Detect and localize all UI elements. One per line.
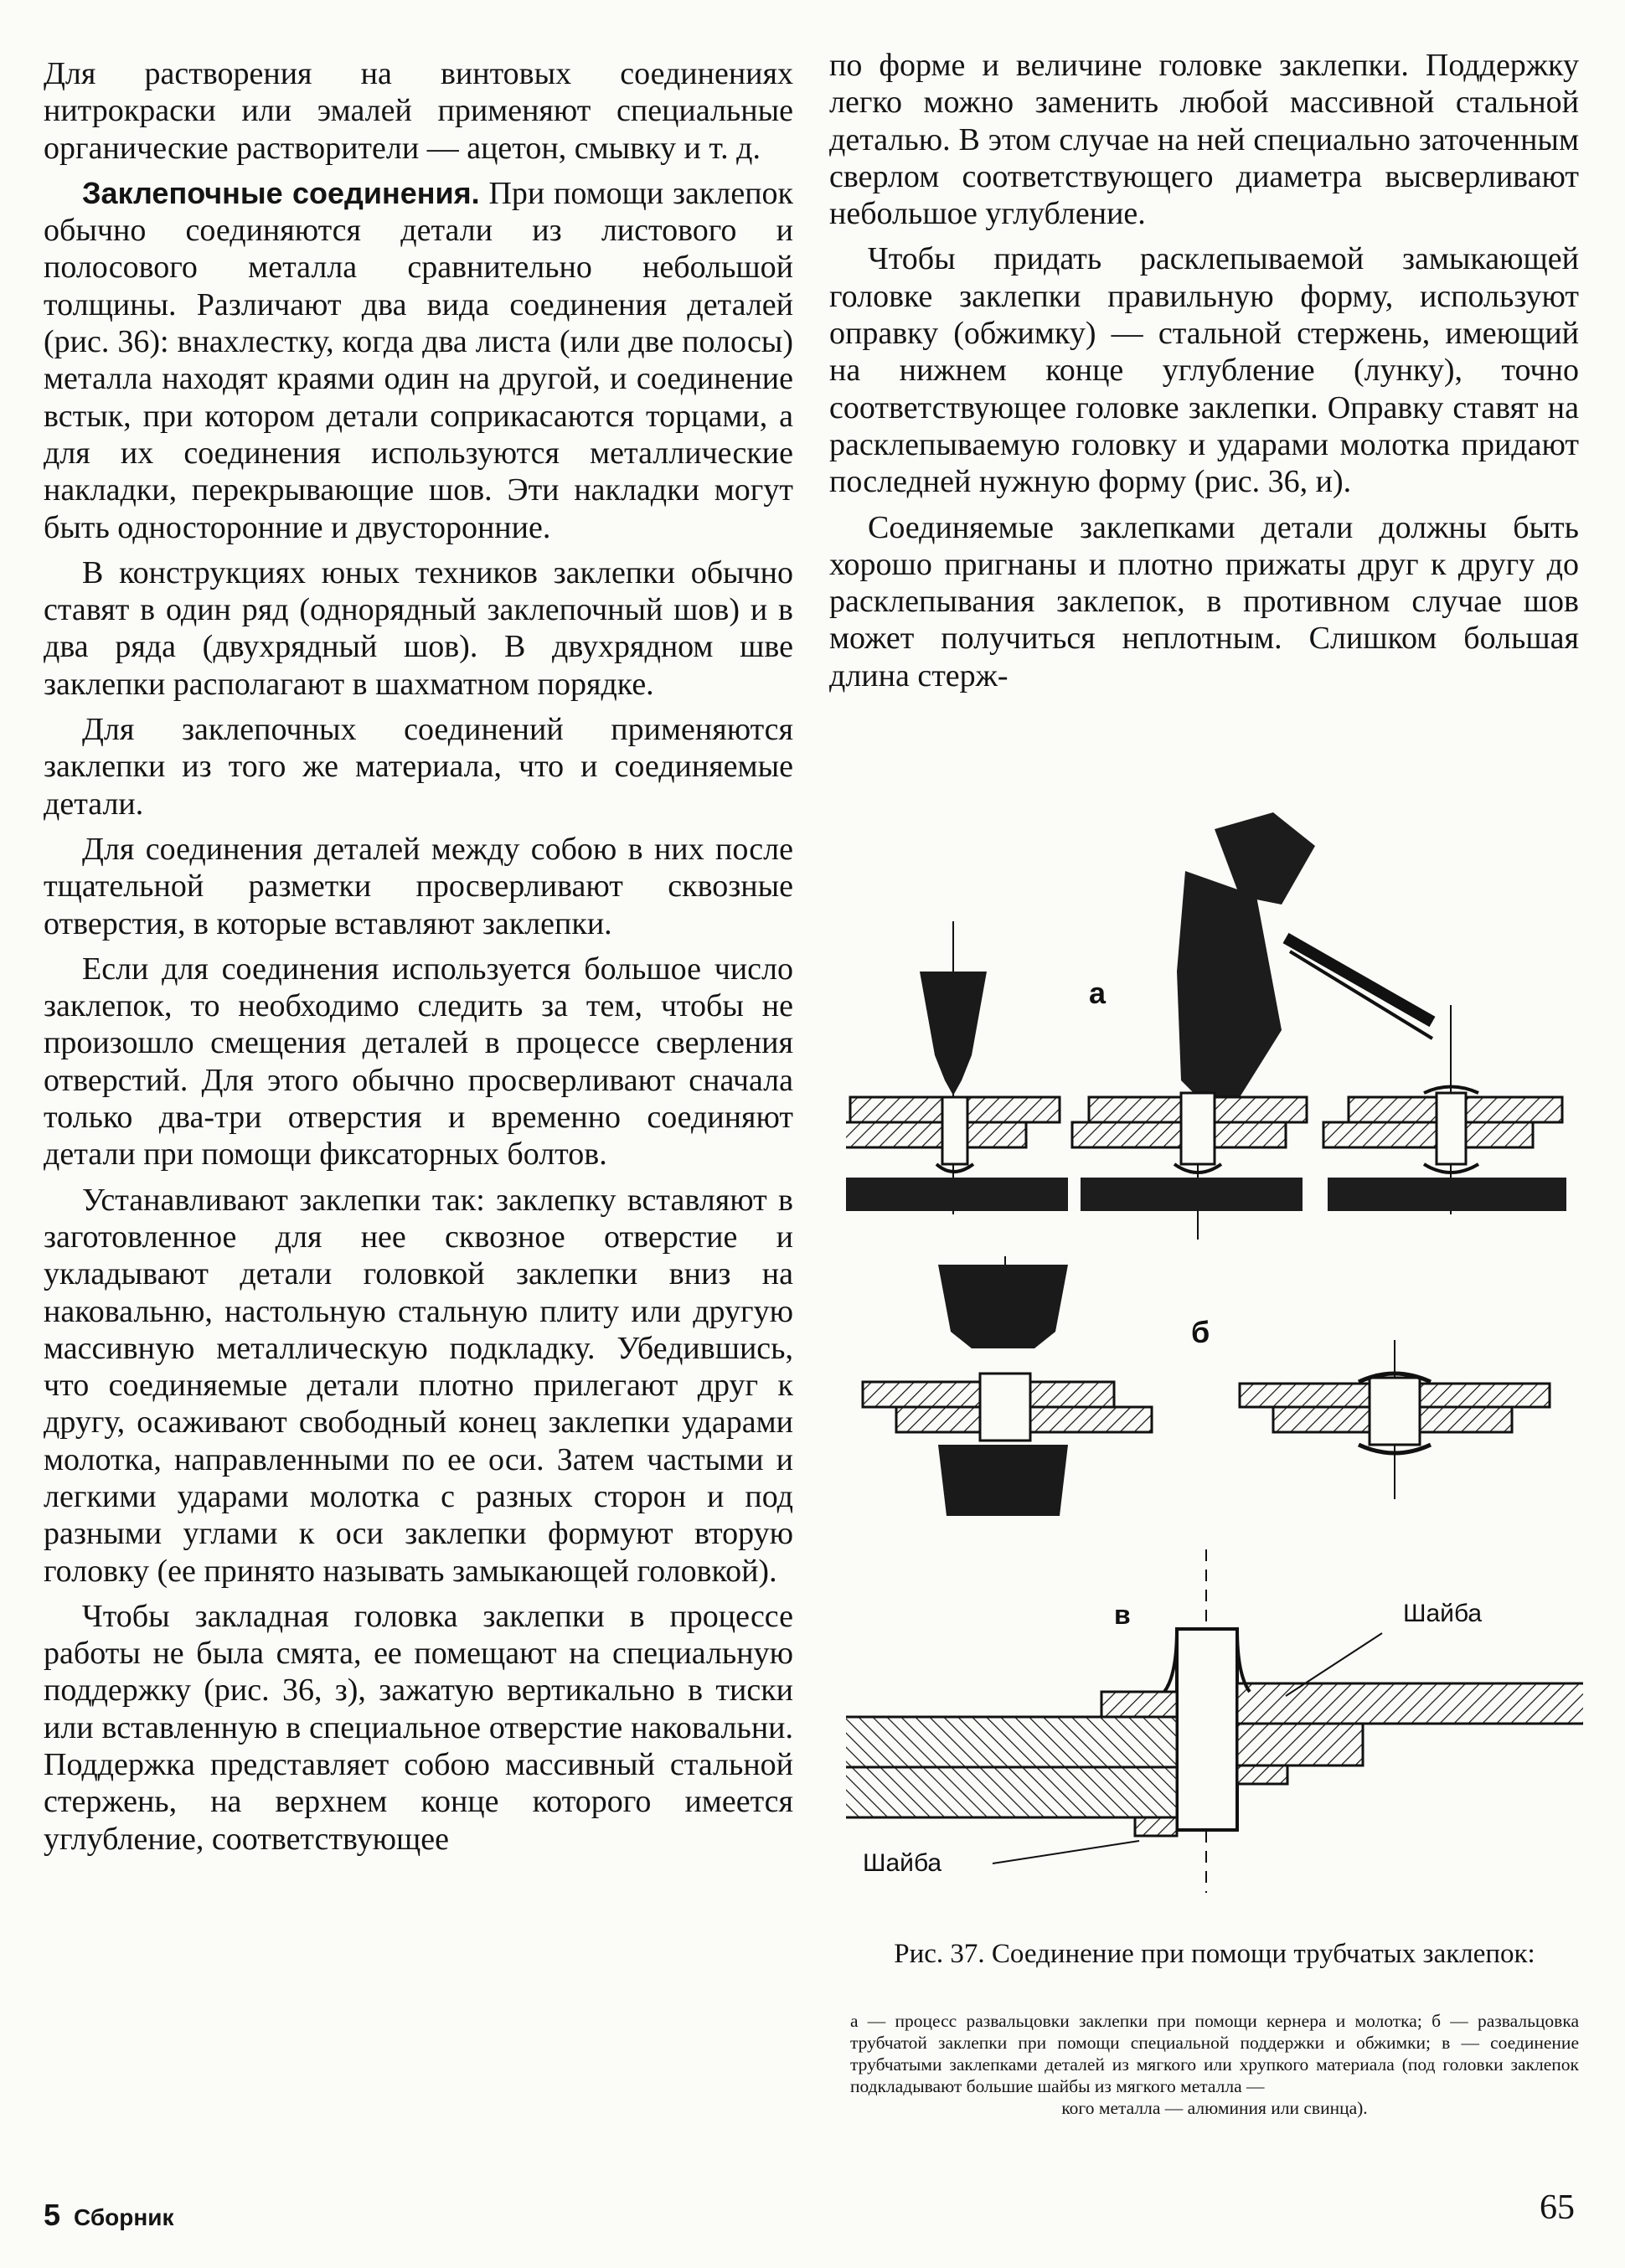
figure-label-a: а [1089, 976, 1107, 1010]
figure-caption: Рис. 37. Соединение при помощи трубчатых заклепок: [894, 1939, 1535, 1969]
legend-text: а — процесс развальцовки заклепки при помощи кернера и молотка; б — развальцовка трубчатой заклепки при помощи специальной поддержки и обжимки; в — соединение трубчатыми заклепками деталей из мягкого или хрупкого материала (под головки заклепок подкладывают большие шайбы из мягкого металла — [850, 2011, 1579, 2096]
paragraph: Соединяемые заклепками детали должны быть хорошо пригнаны и плотно прижаты друг к другу до расклепывания заклепок, в противном случае шов может получиться неплотным. Слишком большая длина стерж- [829, 509, 1579, 693]
right-column [829, 47, 1579, 703]
stage-b2-result [1240, 1340, 1550, 1499]
stage-a3-finished [1323, 1005, 1566, 1214]
paragraph: Для заклепочных соединений применяются заклепки из того же материала, что и соединяемые детали. [44, 712, 793, 822]
paragraph: по форме и величине головке заклепки. Поддержку легко можно заменить любой массивной стальной деталью. В этом случае на ней специально заточенным сверлом соответствующего диаметра высверливают небольшое углубление. [829, 48, 1579, 232]
left-column [44, 55, 793, 1866]
signature-mark [44, 2198, 174, 2233]
paragraph: Для соединения деталей между собою в них после тщательной разметки просверливают сквозные отверстия, в которые вставляют заклепки. [44, 831, 793, 941]
legend-text-end: кого металла — алюминия или свинца). [1061, 2098, 1368, 2118]
figure-label-b: б [1191, 1315, 1210, 1349]
paragraph: В конструкциях юных техников заклепки обычно ставят в один ряд (однорядный заклепочный шов) и в два ряда (двухрядный шов). В двухрядном шве заклепки располагают в шахматном порядке. [44, 554, 793, 702]
paragraph: Устанавливают заклепки так: заклепку вставляют в заготовленное для нее сквозное отверстие и укладывают детали головкой заклепки вниз на наковальню, настольную стальную плиту или другую массивную металлическую подкладку. Убедившись, что соединяемые детали плотно прилегают друг к другу, осаживают свободный конец заклепки ударами молотка, направленными по ее оси. Затем частыми и легкими ударами молотка с разных сторон и под разными углами к оси заклепки формуют вторую головку (ее принято называть замыкающей головкой). [44, 1182, 793, 1589]
stage-b1-press [863, 1256, 1152, 1516]
figure-legend [850, 2010, 1579, 2119]
rivet-figure [846, 796, 1583, 1893]
washer-label-bottom: Шайба [863, 1849, 942, 1877]
stage-a1-punch [846, 921, 1068, 1214]
paragraph: Чтобы закладная головка заклепки в процессе работы не была смята, ее помещают на специальную поддержку (рис. 36, з), зажатую вертикально в тиски или вставленную в специальное отверстие наковальни. Поддержка представляет собою массивный стальной стержень, на верхнем конце которого имеется углубление, соответствующее [44, 1598, 793, 1857]
page-number: 65 [1540, 2188, 1575, 2227]
signature-number: 5 [44, 2198, 61, 2232]
paragraph: Если для соединения используется большое число заклепок, то необходимо следить за тем, чтобы не произошло смещения деталей в процессе сверления отверстий. Для этого обычно просверливают сначала только два-три отверстия и временно соединяют детали при помощи фиксаторных болтов. [44, 951, 793, 1173]
stage-a2-hammer [1072, 812, 1432, 1240]
rivet-illustration [846, 796, 1583, 1893]
washer-label-top: Шайба [1403, 1600, 1483, 1627]
paragraph [44, 175, 793, 546]
paragraph: Чтобы придать расклепываемой замыкающей головке заклепки правильную форму, используют оправку (обжимку) — стальной стержень, имеющий на нижнем конце углубление (лунку), точно соответствующее головке заклепки. Оправку ставят на расклепываемую головку и ударами молотка придают последней нужную форму (рис. 36, и). [829, 241, 1579, 500]
paragraph: Для растворения на винтовых соединениях нитрокраски или эмалей применяют специальные органические растворители — ацетон, смывку и т. д. [44, 56, 793, 166]
signature-label: Сборник [74, 2204, 174, 2230]
paragraph-text: При помощи заклепок обычно соединяются детали из листового и полосового металла сравнительно небольшой толщины. Различают два вида соединения деталей (рис. 36): внахлестку, когда два листа (или две полосы) металла находят краями один на другой, и соединение встык, при котором детали соприкасаются торцами, а для их соединения используются металлические накладки, перекрывающие шов. Эти накладки могут быть односторонние и двусторонние. [44, 175, 793, 545]
figure-label-v: в [1114, 1600, 1131, 1630]
section-heading: Заклепочные соединения. [82, 175, 480, 210]
